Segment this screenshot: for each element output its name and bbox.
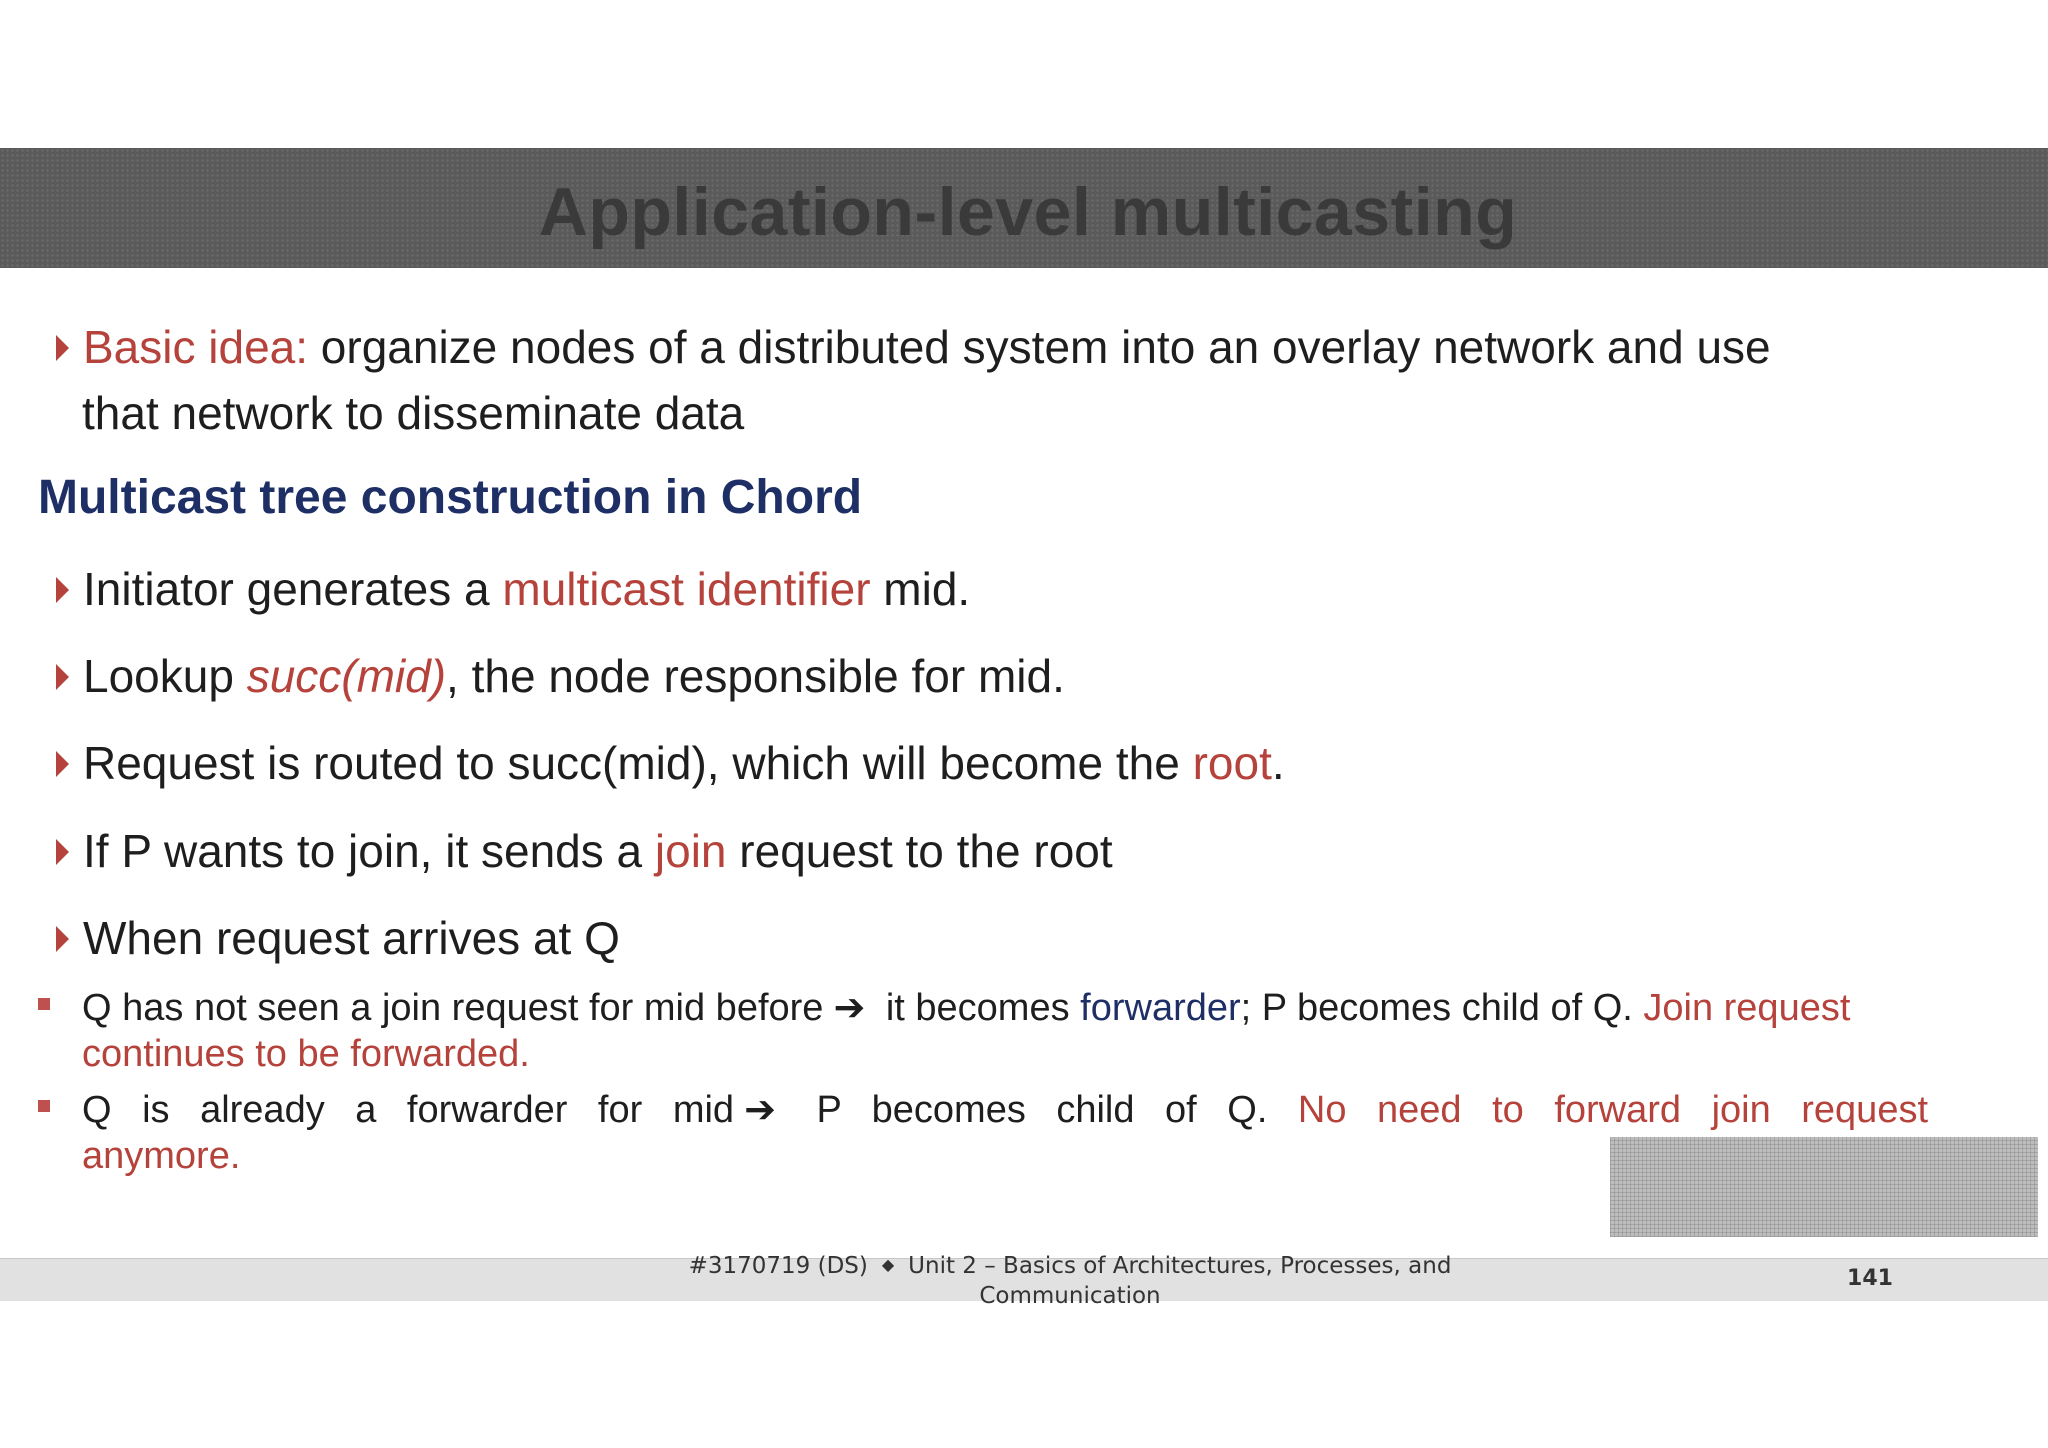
slide-title-text: Application-level multicasting xyxy=(538,174,1518,250)
diamond-separator-icon: ◆ xyxy=(881,1255,895,1274)
sub-bullet-highlight: No need to forward join request anymore. xyxy=(82,1089,1929,1177)
bullet-text: mid. xyxy=(870,563,971,615)
bullet-text: Initiator generates a xyxy=(83,563,503,615)
sub-bullet-part: Q is already a forwarder for mid xyxy=(82,1089,735,1131)
bullet-text: If P wants to join, it sends a xyxy=(83,825,655,877)
square-bullet-icon xyxy=(38,998,50,1010)
basic-idea-text-2: that network to disseminate data xyxy=(82,387,745,439)
bullet-highlight: root xyxy=(1192,737,1272,789)
sub-bullet-not-seen xyxy=(38,984,1928,1077)
bullet-text: Lookup xyxy=(83,650,247,702)
bullet-basic-idea xyxy=(56,314,2016,446)
sub-bullet-part: P becomes child of Q. xyxy=(785,1089,1298,1131)
square-bullet-icon xyxy=(38,1100,50,1112)
bullet-request-routed xyxy=(56,730,2016,796)
bullet-join xyxy=(56,818,2016,884)
triangle-bullet-icon xyxy=(56,751,69,777)
arrow-right-icon: ➔ xyxy=(833,985,866,1029)
bullet-highlight: multicast identifier xyxy=(502,563,871,615)
footer-unit: Unit 2 – Basics of Architectures, Processes, and Communication xyxy=(908,1253,1452,1309)
sub-bullet-highlight: Join request continues to be forwarded. xyxy=(82,987,1851,1075)
bullet-text: , the node responsible for mid. xyxy=(446,650,1065,702)
sub-bullet-part: it becomes xyxy=(875,987,1081,1029)
sub-bullet-text xyxy=(82,984,1928,1077)
sub-bullet-highlight: forwarder xyxy=(1080,987,1241,1029)
triangle-bullet-icon xyxy=(56,577,69,603)
section-heading: Multicast tree construction in Chord xyxy=(38,471,863,524)
triangle-bullet-icon xyxy=(56,664,69,690)
basic-idea-text-1: organize nodes of a distributed system into an overlay network and use xyxy=(308,321,1771,373)
bullet-highlight: succ(mid) xyxy=(246,650,447,702)
triangle-bullet-icon xyxy=(56,926,69,952)
sub-bullet-part: Q has not seen a join request for mid before xyxy=(82,987,824,1029)
bullet-initiator xyxy=(56,556,2016,622)
bullet-text: Request is routed to succ(mid), which will become the xyxy=(83,737,1193,789)
bullet-text: . xyxy=(1271,737,1285,789)
bullet-lookup xyxy=(56,643,2016,709)
watermark-stamp xyxy=(1610,1137,2038,1237)
slide-title xyxy=(0,148,2048,268)
bullet-text: request to the root xyxy=(726,825,1113,877)
bullet-highlight: join xyxy=(654,825,727,877)
basic-idea-label: Basic idea: xyxy=(83,321,309,373)
footer-text xyxy=(660,1250,1480,1311)
bullet-text: When request arrives at Q xyxy=(83,912,620,964)
sub-bullet-part: ; P becomes child of Q. xyxy=(1240,987,1644,1029)
triangle-bullet-icon xyxy=(56,839,69,865)
arrow-right-icon: ➔ xyxy=(744,1087,776,1131)
triangle-bullet-icon xyxy=(56,335,69,361)
bullet-arrives xyxy=(56,905,2016,971)
page-number: 141 xyxy=(1847,1266,1893,1291)
footer-course: #3170719 (DS) xyxy=(688,1253,868,1279)
